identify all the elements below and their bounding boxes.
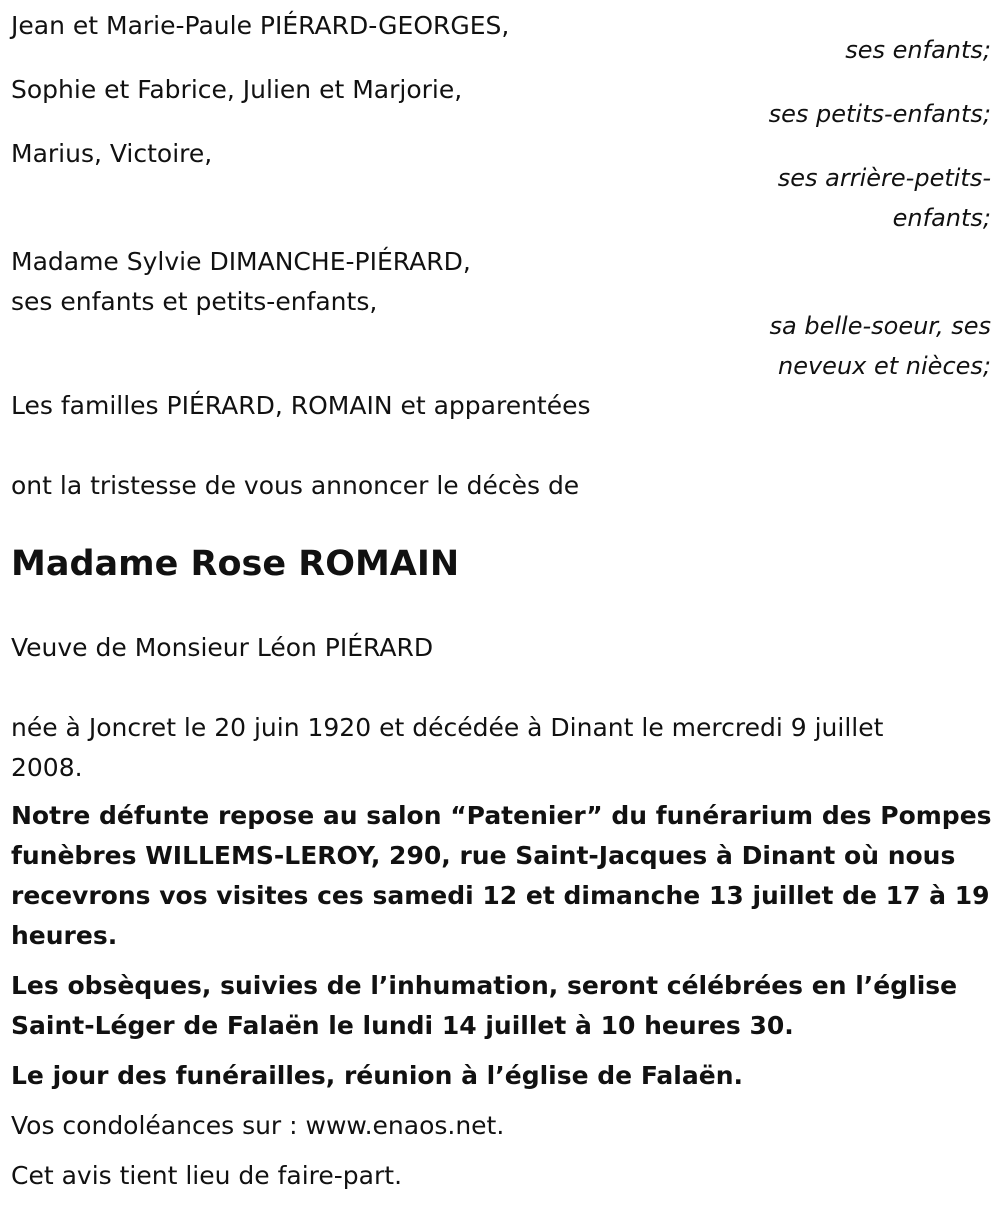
visitation-line: heures. — [11, 921, 118, 950]
sister-in-law-role-line-1: sa belle-soeur, ses — [769, 312, 991, 340]
children-names: Jean et Marie-Paule PIÉRARD-GEORGES, — [11, 11, 510, 40]
deceased-name: Madame Rose ROMAIN — [11, 544, 460, 584]
sister-in-law-name: Madame Sylvie DIMANCHE-PIÉRARD, — [11, 247, 471, 276]
visitation-line: Notre défunte repose au salon “Patenier” du funérarium des Pompes — [11, 801, 992, 830]
grandchildren-role: ses petits-enfants; — [768, 100, 991, 128]
birth-death-line-2: 2008. — [11, 753, 83, 782]
sister-in-law-role-line-2: neveux et nièces; — [778, 352, 991, 380]
birth-death-line-1: née à Joncret le 20 juin 1920 et décédée à Dinant le mercredi 9 juillet — [11, 713, 884, 742]
condolences-text: Vos condoléances sur : www.enaos.net. — [11, 1111, 505, 1140]
visitation-line: funèbres WILLEMS-LEROY, 290, rue Saint-Jacques à Dinant où nous — [11, 841, 956, 870]
visitation-line: recevrons vos visites ces samedi 12 et dimanche 13 juillet de 17 à 19 — [11, 881, 990, 910]
widow-of-text: Veuve de Monsieur Léon PIÉRARD — [11, 633, 434, 662]
funeral-line: Saint-Léger de Falaën le lundi 14 juillet à 10 heures 30. — [11, 1011, 794, 1040]
meeting-text: Le jour des funérailles, réunion à l’église de Falaën. — [11, 1061, 743, 1090]
families-line: Les familles PIÉRARD, ROMAIN et apparentées — [11, 391, 591, 420]
great-grandchildren-names: Marius, Victoire, — [11, 139, 213, 168]
great-grandchildren-role-line-1: ses arrière-petits- — [777, 164, 991, 192]
funeral-line: Les obsèques, suivies de l’inhumation, seront célébrées en l’église — [11, 971, 958, 1000]
visitation-paragraph — [11, 796, 991, 956]
grandchildren-names: Sophie et Fabrice, Julien et Marjorie, — [11, 75, 463, 104]
children-role: ses enfants; — [845, 36, 991, 64]
great-grandchildren-role-line-2: enfants; — [892, 204, 991, 232]
announcement-text: ont la tristesse de vous annoncer le décès de — [11, 471, 580, 500]
funeral-paragraph — [11, 966, 991, 1046]
sister-in-law-descendants: ses enfants et petits-enfants, — [11, 287, 378, 316]
notice-text: Cet avis tient lieu de faire-part. — [11, 1161, 403, 1190]
obituary-notice — [11, 6, 991, 1196]
